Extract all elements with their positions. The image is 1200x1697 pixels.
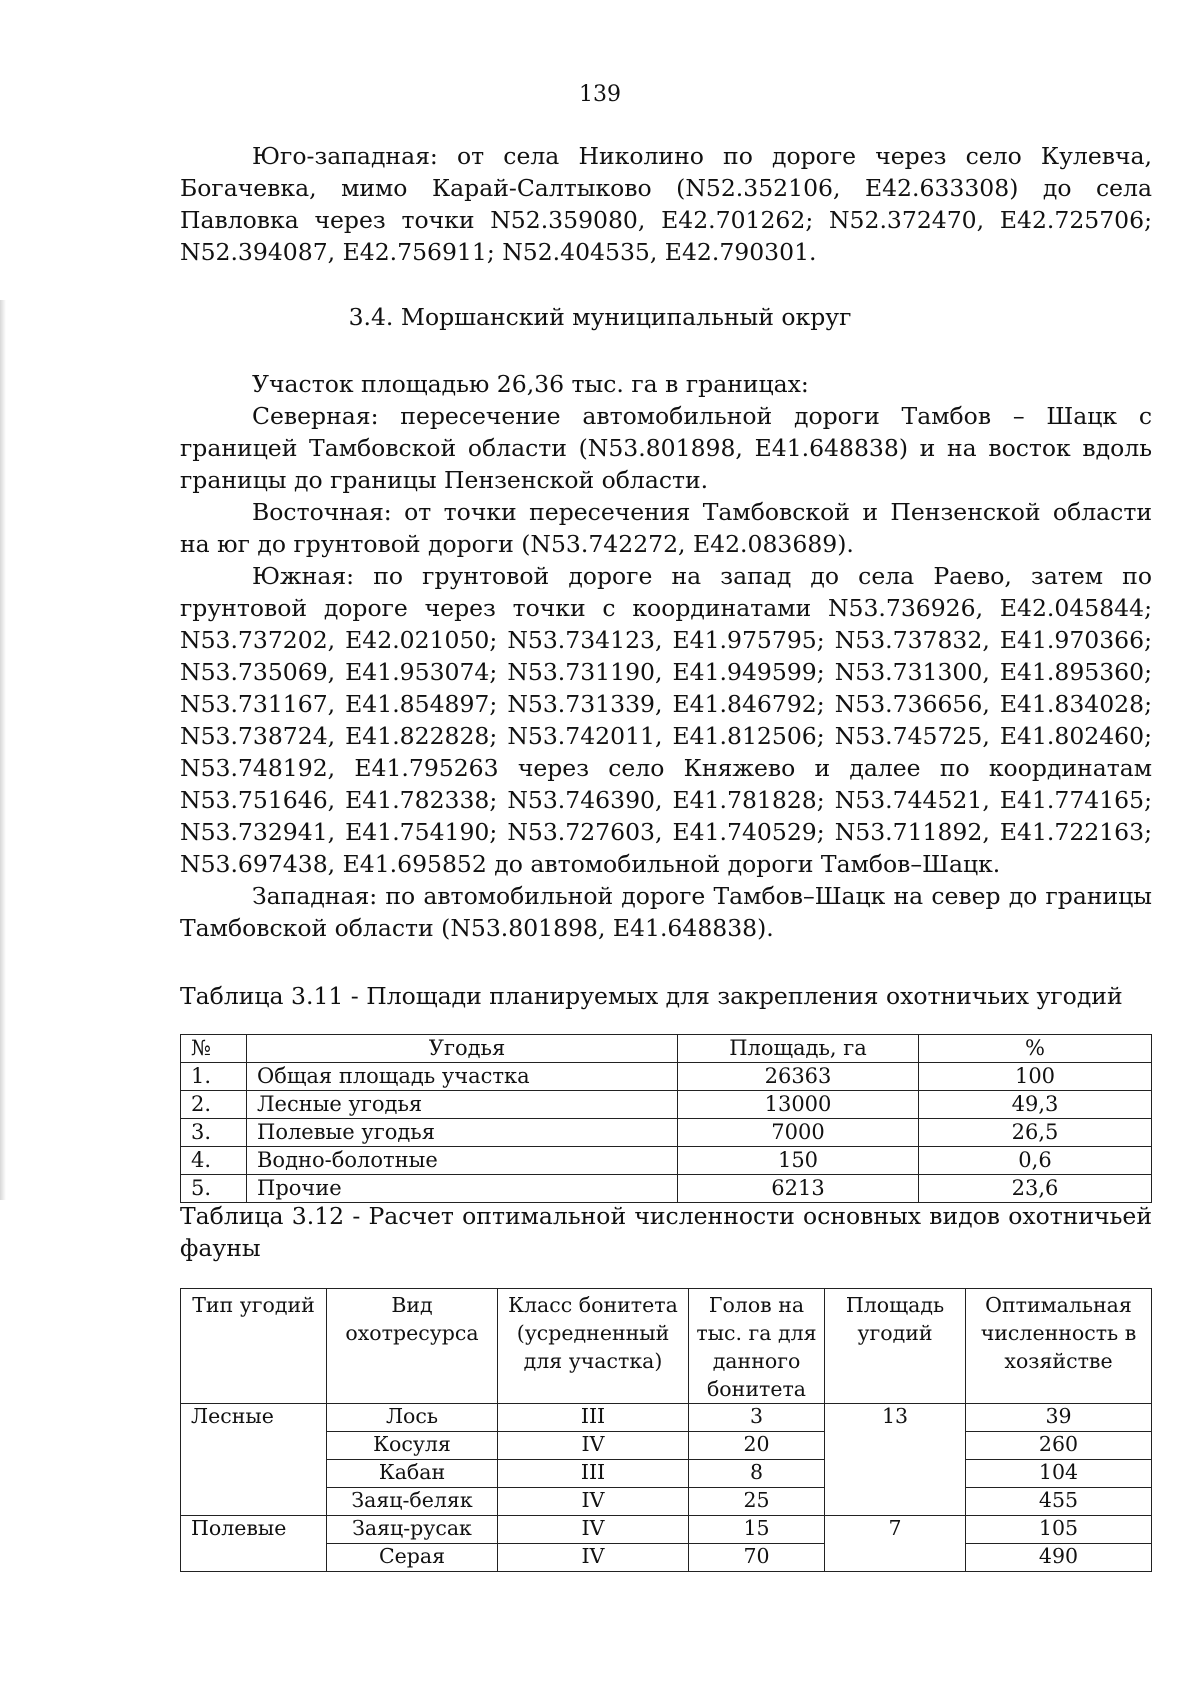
scan-edge-shadow	[0, 300, 6, 1200]
cell-percent: 100	[919, 1063, 1152, 1091]
paragraph-east: Восточная: от точки пересечения Тамбовской и Пензенской области на юг до грунтовой дороги (N53.742272, E42.083689).	[180, 498, 1152, 558]
cell-optimal: 104	[966, 1460, 1152, 1488]
table-3-12-caption: Таблица 3.12 - Расчет оптимальной численности основных видов охотничьей фауны	[180, 1202, 1152, 1262]
cell-number: 5.	[181, 1175, 247, 1203]
cell-percent: 0,6	[919, 1147, 1152, 1175]
table-row	[181, 1119, 1152, 1147]
table-header-row	[181, 1289, 1152, 1404]
cell-percent: 49,3	[919, 1091, 1152, 1119]
table-row	[181, 1460, 1152, 1488]
header-optimal-number: Оптимальная численность в хозяйстве	[966, 1289, 1152, 1404]
cell-land: Общая площадь участка	[247, 1063, 678, 1091]
cell-heads: 25	[689, 1488, 825, 1516]
cell-species: Кабан	[327, 1460, 498, 1488]
cell-area: 26363	[678, 1063, 919, 1091]
cell-land: Полевые угодья	[247, 1119, 678, 1147]
cell-number: 1.	[181, 1063, 247, 1091]
cell-heads: 15	[689, 1516, 825, 1544]
cell-species: Лось	[327, 1404, 498, 1432]
cell-bonitet: III	[498, 1460, 689, 1488]
table-row	[181, 1147, 1152, 1175]
header-heads-per-thousand-ha: Голов на тыс. га для данного бонитета	[689, 1289, 825, 1404]
cell-species: Заяц-русак	[327, 1516, 498, 1544]
cell-percent: 26,5	[919, 1119, 1152, 1147]
cell-optimal: 260	[966, 1432, 1152, 1460]
table-row	[181, 1516, 1152, 1544]
cell-land: Прочие	[247, 1175, 678, 1203]
cell-number: 4.	[181, 1147, 247, 1175]
table-3-12	[180, 1288, 1152, 1572]
table-row	[181, 1404, 1152, 1432]
cell-heads: 20	[689, 1432, 825, 1460]
table-row	[181, 1175, 1152, 1203]
cell-optimal: 105	[966, 1516, 1152, 1544]
cell-number: 3.	[181, 1119, 247, 1147]
cell-bonitet: III	[498, 1404, 689, 1432]
cell-bonitet: IV	[498, 1544, 689, 1572]
header-land-type: Тип угодий	[181, 1289, 327, 1404]
cell-area: 7000	[678, 1119, 919, 1147]
cell-optimal: 490	[966, 1544, 1152, 1572]
table-row	[181, 1063, 1152, 1091]
cell-heads: 70	[689, 1544, 825, 1572]
cell-land-type: Лесные	[181, 1404, 327, 1516]
page-number: 139	[579, 82, 621, 107]
table-row	[181, 1488, 1152, 1516]
cell-bonitet: IV	[498, 1488, 689, 1516]
table-row	[181, 1091, 1152, 1119]
cell-area: 6213	[678, 1175, 919, 1203]
cell-land: Лесные угодья	[247, 1091, 678, 1119]
header-bonitet-class: Класс бонитета (усредненный для участка)	[498, 1289, 689, 1404]
cell-optimal: 39	[966, 1404, 1152, 1432]
table-header-row	[181, 1035, 1152, 1063]
paragraph-south: Южная: по грунтовой дороге на запад до села Раево, затем по грунтовой дороге через точки с координатами N53.736926, E42.045844; N53.737202, E42.021050; N53.734123, E41.975795; N53.737832, E41.970366; N53.735069, E41.953074; N53.731190, E41.949599; N53.731300, E41.895360; N53.731167, E41.854897; N53.731339, E41.846792; N53.736656, E41.834028; N53.738724, E41.822828; N53.742011, E41.812506; N53.745725, E41.802460; N53.748192, E41.795263 через село Княжево и далее по координатам N53.751646, E41.782338; N53.746390, E41.781828; N53.744521, E41.774165; N53.732941, E41.754190; N53.727603, E41.740529; N53.711892, E41.722163; N53.697438, E41.695852 до автомобильной дороги Тамбов–Шацк.	[180, 562, 1152, 878]
cell-area: 13	[825, 1404, 966, 1516]
table-3-11-caption: Таблица 3.11 - Площади планируемых для закрепления охотничьих угодий	[180, 982, 1123, 1010]
header-land: Угодья	[247, 1035, 678, 1063]
cell-area: 13000	[678, 1091, 919, 1119]
table-3-11	[180, 1034, 1152, 1203]
cell-heads: 3	[689, 1404, 825, 1432]
cell-land: Водно-болотные	[247, 1147, 678, 1175]
cell-area: 150	[678, 1147, 919, 1175]
cell-species: Серая	[327, 1544, 498, 1572]
table-row	[181, 1544, 1152, 1572]
cell-percent: 23,6	[919, 1175, 1152, 1203]
paragraph-west: Западная: по автомобильной дороге Тамбов–Шацк на север до границы Тамбовской области (N53.801898, E41.648838).	[180, 882, 1152, 942]
header-land-area: Площадь угодий	[825, 1289, 966, 1404]
header-percent: %	[919, 1035, 1152, 1063]
header-species: Вид охотресурса	[327, 1289, 498, 1404]
paragraph-north: Северная: пересечение автомобильной дороги Тамбов – Шацк с границей Тамбовской области (N53.801898, E41.648838) и на восток вдоль границы до границы Пензенской области.	[180, 402, 1152, 494]
cell-optimal: 455	[966, 1488, 1152, 1516]
paragraph: Юго-западная: от села Николино по дороге через село Кулевча, Богачевка, мимо Карай-Салтыково (N52.352106, E42.633308) до села Павловка через точки N52.359080, E42.701262; N52.372470, E42.725706; N52.394087, E42.756911; N52.404535, E42.790301.	[180, 142, 1152, 266]
cell-species: Косуля	[327, 1432, 498, 1460]
header-area: Площадь, га	[678, 1035, 919, 1063]
paragraph-intro: Участок площадью 26,36 тыс. га в границах:	[252, 370, 809, 398]
cell-land-type: Полевые	[181, 1516, 327, 1572]
cell-bonitet: IV	[498, 1516, 689, 1544]
cell-species: Заяц-беляк	[327, 1488, 498, 1516]
boundary-text	[180, 368, 1152, 944]
cell-bonitet: IV	[498, 1432, 689, 1460]
header-number: №	[181, 1035, 247, 1063]
cell-area: 7	[825, 1516, 966, 1572]
table-row	[181, 1432, 1152, 1460]
cell-heads: 8	[689, 1460, 825, 1488]
south-west-boundary-paragraph	[180, 140, 1152, 268]
cell-number: 2.	[181, 1091, 247, 1119]
section-heading: 3.4. Моршанский муниципальный округ	[348, 303, 852, 331]
